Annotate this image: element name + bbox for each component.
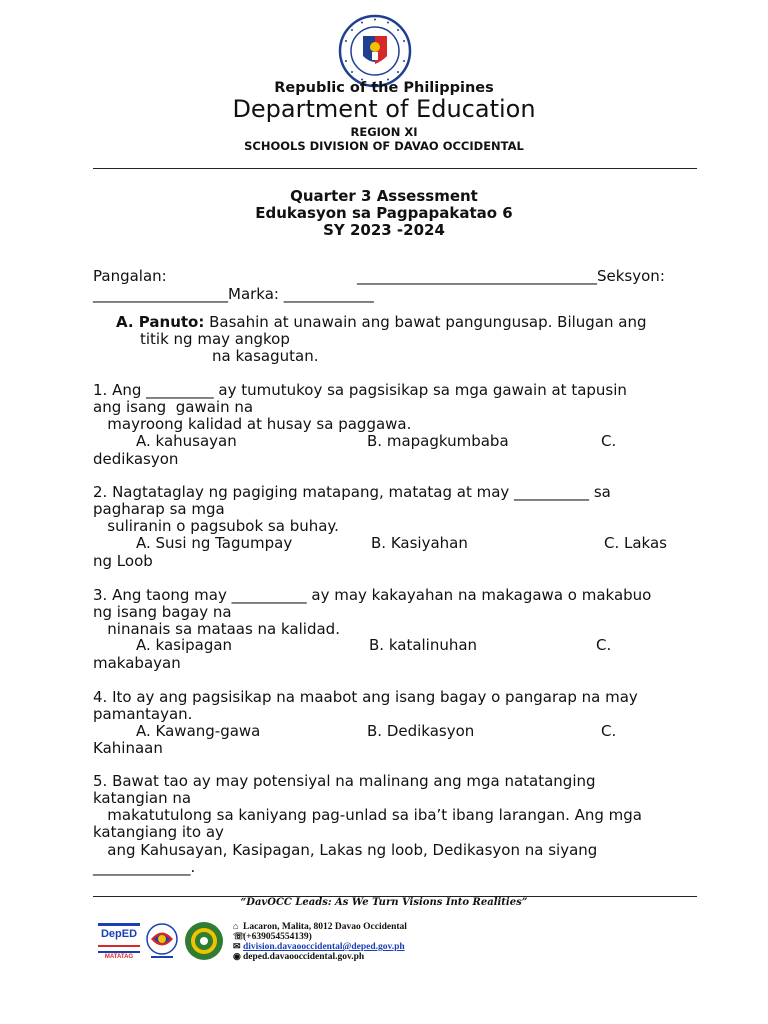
question-5-line5: ang Kahusayan, Kasipagan, Lakas ng loob, Dedikasyon na siyang [93, 841, 598, 859]
question-2-choice-b[interactable]: B. Kasiyahan [371, 534, 468, 552]
question-5-line3: makatutulong sa kaniyang pag-unlad sa iba’t ibang larangan. Ang mga [93, 806, 642, 824]
question-3-line1: 3. Ang taong may __________ ay may kakayahan na makagawa o makabuo [93, 586, 652, 604]
question-2-choice-c[interactable]: C. Lakas [604, 534, 667, 552]
phone-icon: ☏ [233, 931, 245, 941]
email-icon: ✉ [233, 941, 241, 951]
question-1-choice-c[interactable]: C. [601, 432, 617, 450]
question-1-line1: 1. Ang _________ ay tumutukoy sa pagsisikap sa mga gawain at tapusin [93, 381, 627, 399]
home-icon: ⌂ [233, 921, 239, 931]
region-heading: REGION XI [350, 125, 418, 139]
instructions-line3: na kasagutan. [212, 347, 319, 365]
instructions-line2: titik ng may angkop [140, 330, 290, 348]
question-3-choice-a[interactable]: A. kasipagan [136, 636, 233, 654]
question-4-choice-a[interactable]: A. Kawang-gawa [136, 722, 261, 740]
instructions [116, 314, 647, 331]
web-icon: ◉ [233, 951, 241, 961]
footer-motto: “DavOCC Leads: As We Turn Visions Into Realities” [240, 897, 528, 908]
header-divider [93, 168, 697, 169]
footer-website[interactable]: deped.davaooccidental.gov.ph [243, 952, 365, 962]
question-4-line2: pamantayan. [93, 705, 193, 723]
deped-matatag-logo [96, 921, 142, 963]
question-1-choice-b[interactable]: B. mapagkumbaba [367, 432, 509, 450]
question-5-line6: _____________. [93, 858, 196, 876]
bagong-pilipinas-logo [145, 922, 179, 960]
question-1-choice-a[interactable]: A. kahusayan [136, 432, 237, 450]
instructions-label: A. Panuto: [116, 313, 205, 331]
division-heading: SCHOOLS DIVISION OF DAVAO OCCIDENTAL [244, 139, 524, 153]
republic-heading: Republic of the Philippines [274, 80, 494, 96]
division-seal-logo [184, 921, 224, 961]
footer-email-link[interactable]: division.davaooccidental@deped.gov.ph [243, 942, 405, 952]
question-4-choice-c-wrap: Kahinaan [93, 739, 163, 757]
question-4-line1: 4. Ito ay ang pagsisikap na maabot ang isang bagay o pangarap na may [93, 688, 638, 706]
question-2-line1: 2. Nagtataglay ng pagiging matapang, matatag at may __________ sa [93, 483, 611, 501]
name-label: Pangalan: [93, 267, 167, 285]
deped-seal-logo [338, 14, 412, 88]
name-section-field: ________________________________Seksyon: [357, 267, 665, 285]
instructions-text: Basahin at unawain ang bawat pangungusap. Bilugan ang [204, 313, 647, 331]
question-3-choice-b[interactable]: B. katalinuhan [369, 636, 478, 654]
subject-title: Edukasyon sa Pagpapakatao 6 [255, 204, 513, 222]
question-3-line2: ng isang bagay na [93, 603, 232, 621]
footer-phone: (+639054554139) [243, 932, 312, 942]
question-2-choice-c-wrap: ng Loob [93, 552, 153, 570]
question-4-choice-b[interactable]: B. Dedikasyon [367, 722, 475, 740]
question-5-line4: katangiang ito ay [93, 823, 224, 841]
question-1-line2: ang isang gawain na [93, 398, 254, 416]
section-score-field: __________________Marka: ____________ [93, 285, 374, 303]
assessment-title: Quarter 3 Assessment [290, 187, 478, 205]
question-1-choice-c-wrap: dedikasyon [93, 450, 179, 468]
department-heading: Department of Education [232, 95, 536, 123]
question-1-line3: mayroong kalidad at husay sa paggawa. [93, 415, 412, 433]
question-3-line3: ninanais sa mataas na kalidad. [93, 620, 340, 638]
matatag-text: MATATAG [104, 954, 134, 960]
footer-website-row [233, 951, 364, 963]
question-2-line3: suliranin o pagsubok sa buhay. [93, 517, 339, 535]
question-2-line2: pagharap sa mga [93, 500, 225, 518]
question-5-line2: katangian na [93, 789, 192, 807]
question-3-choice-c[interactable]: C. [596, 636, 612, 654]
question-4-choice-c[interactable]: C. [601, 722, 617, 740]
footer-address: ⌂ Lacaron, Malita, 8012 Davao Occidental [233, 921, 407, 932]
school-year: SY 2023 -2024 [323, 221, 445, 239]
deped-logo-text: DepED [100, 928, 138, 940]
question-2-choice-a[interactable]: A. Susi ng Tagumpay [136, 534, 293, 552]
question-5-line1: 5. Bawat tao ay may potensiyal na malinang ang mga natatanging [93, 772, 596, 790]
question-3-choice-c-wrap: makabayan [93, 654, 181, 672]
